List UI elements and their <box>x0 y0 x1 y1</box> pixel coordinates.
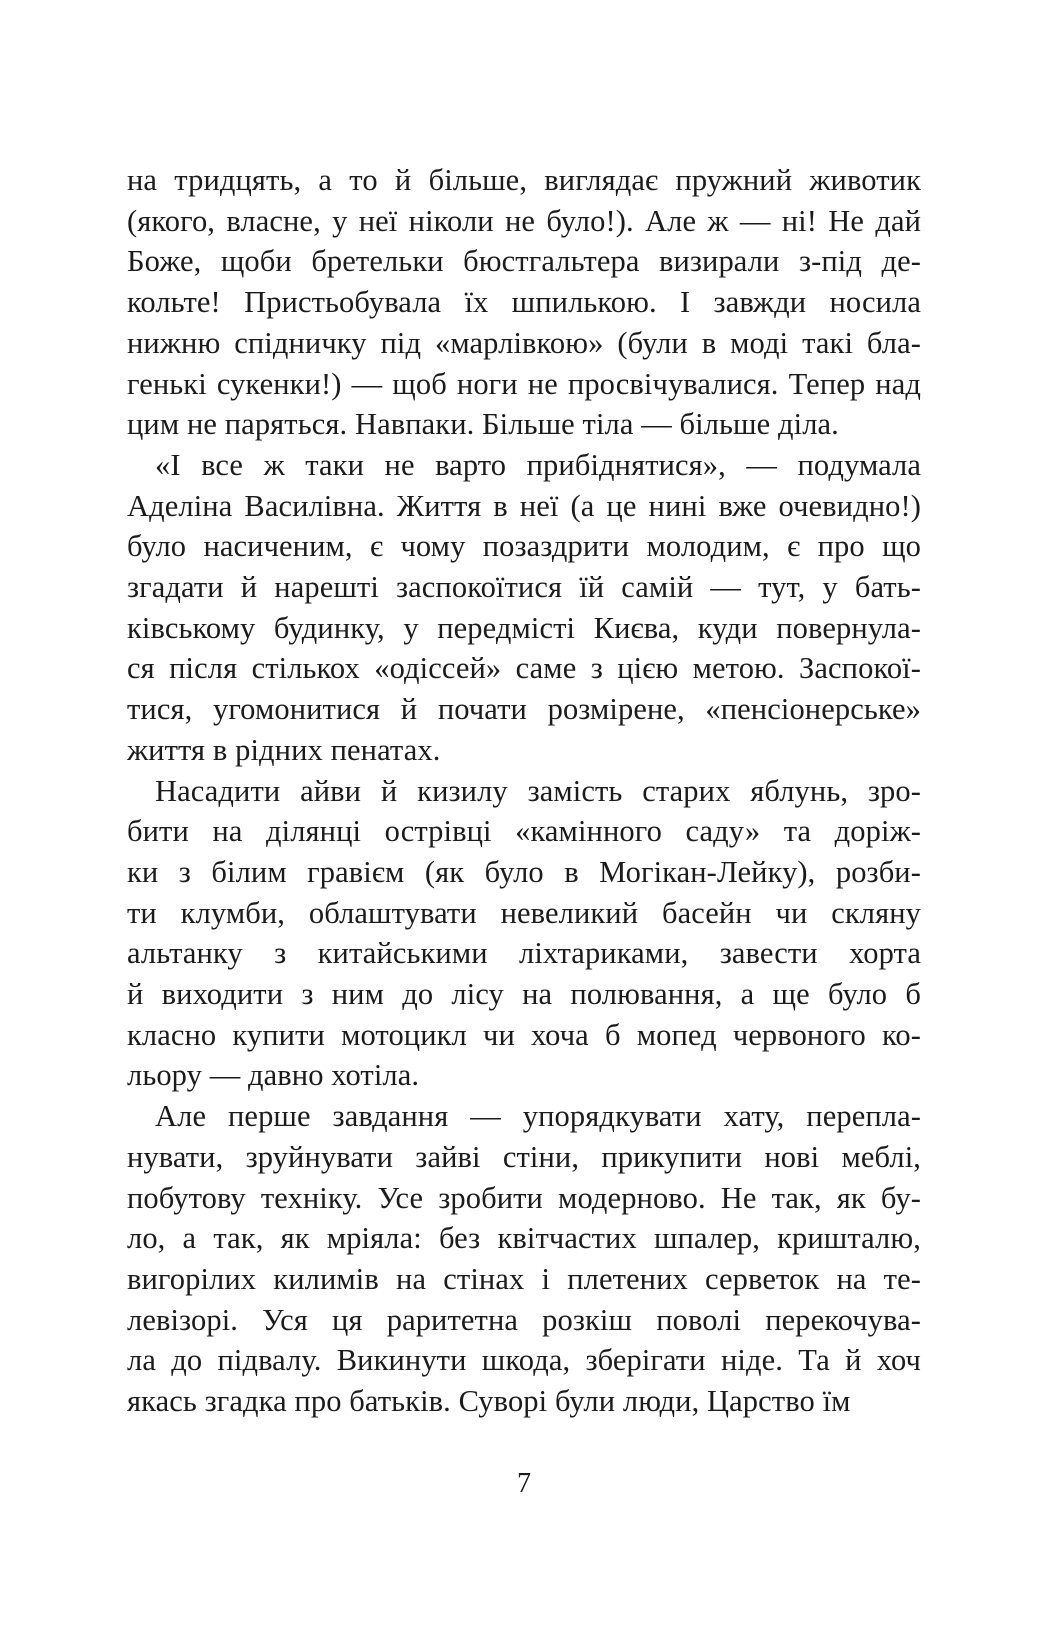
text-line: Боже, щоби бретельки бюстгальтера визирали з-під де- <box>127 244 921 279</box>
text-line: на тридцять, а то й більше, виглядає пружний животик <box>127 163 921 197</box>
text-line: нувати, зруйнувати зайві стіни, прикупити нові меблі, <box>127 1139 921 1174</box>
book-page <box>127 160 921 1422</box>
text-line: ся після стількох «одіссей» саме з цією метою. Заспокої- <box>127 651 921 686</box>
text-line: якась згадка про батьків. Суворі були люди, Царство їм <box>127 1384 851 1419</box>
text-line: генькі сукенки!) — щоб ноги не просвічувалися. Тепер над <box>127 366 921 401</box>
text-line: «І все ж таки не варто прибіднятися», — подумала <box>155 447 921 482</box>
text-line: кольте! Пристьобувала їх шпилькою. І завжди носила <box>127 285 921 320</box>
text-line: ло, а так, як мріяла: без квітчастих шпалер, кришталю, <box>127 1221 921 1256</box>
text-line: левізорі. Уся ця раритетна розкіш поволі перекочува- <box>127 1302 921 1337</box>
text-line: було насиченим, є чому позаздрити молодим, є про що <box>127 529 921 564</box>
text-line: нижню спідничку під «марлівкою» (були в моді такі бла- <box>127 325 921 360</box>
text-line: класно купити мотоцикл чи хоча б мопед червоного ко- <box>127 1017 921 1052</box>
text-line: Аделіна Василівна. Життя в неї (а це нині вже очевидно!) <box>127 488 921 523</box>
paragraph <box>127 445 921 771</box>
text-line: вигорілих килимів на стінах і плетених серветок на те- <box>127 1261 921 1296</box>
text-line: ки з білим гравієм (як було в Могікан-Лейку), розби- <box>127 854 921 889</box>
text-line: Насадити айви й кизилу замість старих яблунь, зро- <box>155 773 921 808</box>
text-block <box>127 160 921 1422</box>
text-line: побутову техніку. Усе зробити модерново. Не так, як бу- <box>127 1180 921 1215</box>
text-line: (якого, власне, у неї ніколи не було!). Але ж — ні! Не дай <box>127 203 921 238</box>
text-line: Але перше завдання — упорядкувати хату, перепла- <box>155 1099 921 1134</box>
paragraph <box>127 771 921 1097</box>
text-line: й виходити з ним до лісу на полювання, а ще було б <box>127 977 921 1012</box>
text-line: тися, угомонитися й почати розмірене, «пенсіонерське» <box>127 692 921 727</box>
text-line: життя в рідних пенатах. <box>127 732 441 767</box>
text-line: згадати й нарешті заспокоїтися їй самій — тут, у бать- <box>127 570 921 605</box>
text-line: бити на ділянці острівці «камінного саду» та доріж- <box>127 814 921 849</box>
text-line: льору — давно хотіла. <box>127 1058 420 1093</box>
page-number: 7 <box>517 1468 531 1499</box>
paragraph <box>127 1096 921 1422</box>
text-line: ла до підвалу. Викинути шкода, зберігати ніде. Та й хоч <box>127 1343 921 1378</box>
text-line: альтанку з китайськими ліхтариками, завести хорта <box>127 936 921 971</box>
text-line: ківському будинку, у передмісті Києва, куди повернула- <box>127 610 921 645</box>
text-line: цим не паряться. Навпаки. Більше тіла — більше діла. <box>127 407 839 442</box>
paragraph <box>127 160 921 445</box>
text-line: ти клумби, облаштувати невеликий басейн чи скляну <box>127 895 921 930</box>
